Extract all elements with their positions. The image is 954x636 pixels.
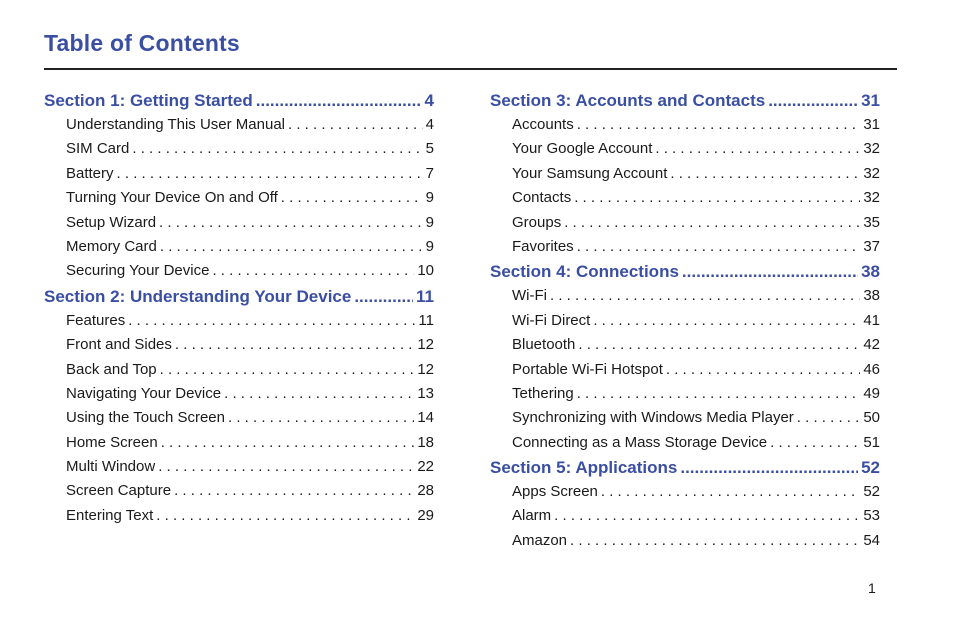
dot-leader (156, 504, 414, 528)
toc-entry-title: Front and Sides (66, 336, 172, 354)
toc-entry-link[interactable] (490, 284, 880, 308)
toc-entry-link[interactable] (490, 137, 880, 161)
toc-page-number: 32 (863, 189, 880, 207)
toc-entry-link[interactable] (44, 358, 434, 382)
toc-entry-title: Screen Capture (66, 482, 172, 500)
toc-page-number: 5 (425, 140, 434, 158)
toc-entry-link[interactable] (490, 406, 880, 430)
toc-entry-title: Understanding This User Manual (66, 116, 286, 133)
toc-entry-title: Favorites (512, 237, 574, 255)
toc-entry-link[interactable] (490, 235, 880, 259)
toc-entry-link[interactable] (490, 162, 880, 186)
toc-entry-link[interactable] (44, 382, 434, 406)
toc-entry-link[interactable] (44, 113, 434, 137)
toc-entry-link[interactable] (44, 309, 434, 333)
toc-page-number: 14 (417, 409, 434, 427)
toc-entry-title: Navigating Your Device (66, 384, 222, 402)
toc-page-number: 32 (863, 140, 880, 158)
toc-page-number: 12 (417, 336, 434, 354)
dot-leader (564, 211, 860, 235)
dot-leader (228, 406, 414, 430)
toc-page-number: 37 (863, 237, 880, 255)
dot-leader (212, 259, 414, 283)
toc-section-link[interactable] (490, 259, 880, 284)
toc-entry-title: Accounts (512, 116, 574, 133)
toc-entry-link[interactable] (490, 113, 880, 137)
toc-page-number: 12 (417, 360, 434, 378)
dot-leader (288, 113, 423, 137)
dot-leader (132, 137, 422, 161)
toc-entry-link[interactable] (44, 137, 434, 161)
dot-leader (175, 333, 414, 357)
dot-leader (554, 504, 860, 528)
toc-entry-title: Your Samsung Account (512, 164, 668, 182)
toc-page-number: 53 (863, 507, 880, 525)
toc-entry-link[interactable] (44, 455, 434, 479)
toc-entry-link[interactable] (44, 162, 434, 186)
dot-leader (577, 382, 861, 406)
dot-leader (281, 186, 423, 210)
toc-right-column (490, 88, 880, 553)
toc-page-number: 31 (861, 91, 880, 110)
toc-section-title: Section 5: Applications (490, 458, 678, 478)
dot-leader (770, 431, 860, 455)
toc-page-number: 11 (416, 286, 434, 306)
toc-entry-link[interactable] (490, 358, 880, 382)
toc-entry-title: Multi Window (66, 458, 156, 476)
toc-entry-link[interactable] (44, 186, 434, 210)
toc-entry-title: Using the Touch Screen (66, 409, 225, 427)
dot-leader (574, 186, 860, 210)
toc-page-number: 11 (418, 311, 434, 329)
toc-section-link[interactable] (490, 455, 880, 480)
toc-entry-link[interactable] (490, 211, 880, 235)
toc-page-number: 4 (425, 116, 434, 133)
dot-leader (682, 259, 858, 284)
toc-entry-title: Wi-Fi Direct (512, 311, 591, 329)
toc-page-number: 13 (417, 384, 434, 402)
dot-leader (797, 406, 861, 430)
toc-page-number: 9 (425, 237, 434, 255)
toc-page-number: 35 (863, 213, 880, 231)
toc-entry-title: Contacts (512, 189, 572, 207)
toc-page-number: 28 (417, 482, 434, 500)
toc-entry-title: Features (66, 311, 126, 329)
toc-page-number: 31 (863, 116, 880, 133)
toc-entry-link[interactable] (490, 382, 880, 406)
toc-entry-link[interactable] (44, 406, 434, 430)
dot-leader (768, 88, 858, 113)
dot-leader (670, 162, 860, 186)
toc-entry-title: Apps Screen (512, 483, 598, 501)
toc-entry-link[interactable] (490, 431, 880, 455)
toc-page-number: 4 (424, 91, 434, 110)
dot-leader (680, 455, 858, 480)
toc-entry-link[interactable] (44, 333, 434, 357)
dot-leader (655, 137, 860, 161)
toc-left-column (44, 88, 434, 528)
page-number: 1 (868, 580, 876, 596)
toc-entry-link[interactable] (44, 479, 434, 503)
dot-leader (550, 284, 860, 308)
dot-leader (158, 455, 414, 479)
toc-section-title: Section 2: Understanding Your Device (44, 286, 352, 306)
toc-entry-link[interactable] (44, 211, 434, 235)
toc-entry-title: Home Screen (66, 433, 158, 451)
toc-section-title: Section 4: Connections (490, 262, 679, 282)
toc-section-link[interactable] (490, 88, 880, 113)
dot-leader (224, 382, 414, 406)
toc-entry-title: Tethering (512, 384, 574, 402)
dot-leader (256, 88, 422, 113)
dot-leader (593, 309, 860, 333)
toc-page-number: 50 (863, 409, 880, 427)
toc-entry-link[interactable] (490, 480, 880, 504)
toc-entry-link[interactable] (44, 259, 434, 283)
toc-page-number: 38 (863, 287, 880, 305)
toc-entry-title: Synchronizing with Windows Media Player (512, 409, 794, 427)
dot-leader (160, 358, 415, 382)
toc-entry-link[interactable] (490, 309, 880, 333)
toc-page-number: 10 (417, 262, 434, 280)
dot-leader (666, 358, 860, 382)
toc-entry-link[interactable] (490, 504, 880, 528)
toc-entry-link[interactable] (490, 333, 880, 357)
toc-entry-title: Memory Card (66, 237, 157, 255)
toc-entry-title: Battery (66, 164, 114, 182)
toc-section-title: Section 1: Getting Started (44, 91, 253, 110)
toc-entry-title: Amazon (512, 531, 568, 549)
toc-entry-link[interactable] (44, 504, 434, 528)
toc-page-number: 9 (425, 213, 434, 231)
toc-entry-link[interactable] (490, 529, 880, 553)
title-divider (44, 68, 897, 70)
dot-leader (161, 431, 415, 455)
toc-page-number: 7 (425, 164, 434, 182)
dot-leader (117, 162, 423, 186)
toc-entry-title: Connecting as a Mass Storage Device (512, 433, 768, 451)
toc-page-number: 41 (863, 311, 880, 329)
toc-entry-title: Groups (512, 213, 562, 231)
toc-page-number: 51 (863, 433, 880, 451)
toc-page-number: 29 (417, 506, 434, 524)
toc-page-number: 42 (863, 336, 880, 354)
dot-leader (128, 309, 415, 333)
dot-leader (160, 235, 423, 259)
page-title: Table of Contents (44, 30, 240, 56)
toc-section-link[interactable] (44, 284, 434, 309)
toc-entry-title: Turning Your Device On and Off (66, 189, 278, 207)
toc-entry-title: Entering Text (66, 506, 154, 524)
toc-entry-title: Securing Your Device (66, 262, 210, 280)
toc-page-number: 22 (417, 458, 434, 476)
toc-page-number: 38 (861, 262, 880, 282)
toc-entry-title: Back and Top (66, 360, 157, 378)
toc-page-number: 52 (863, 483, 880, 501)
toc-entry-title: SIM Card (66, 140, 130, 158)
toc-entry-link[interactable] (44, 235, 434, 259)
toc-entry-title: Your Google Account (512, 140, 653, 158)
dot-leader (601, 480, 860, 504)
dot-leader (354, 284, 413, 309)
toc-page-number: 54 (863, 531, 880, 549)
toc-entry-title: Bluetooth (512, 336, 576, 354)
dot-leader (578, 333, 860, 357)
toc-entry-title: Wi-Fi (512, 287, 547, 305)
dot-leader (159, 211, 423, 235)
toc-entry-link[interactable] (490, 186, 880, 210)
toc-page-number: 46 (863, 360, 880, 378)
toc-page-number: 9 (425, 189, 434, 207)
toc-page-number: 52 (861, 458, 880, 478)
toc-page-number: 18 (417, 433, 434, 451)
dot-leader (570, 529, 860, 553)
dot-leader (577, 113, 861, 137)
toc-entry-link[interactable] (44, 431, 434, 455)
toc-section-link[interactable] (44, 88, 434, 113)
toc-page-number: 32 (863, 164, 880, 182)
toc-section-title: Section 3: Accounts and Contacts (490, 91, 766, 110)
toc-page-number: 49 (863, 384, 880, 402)
toc-entry-title: Setup Wizard (66, 213, 157, 231)
toc-entry-title: Alarm (512, 507, 552, 525)
dot-leader (174, 479, 414, 503)
toc-entry-title: Portable Wi-Fi Hotspot (512, 360, 663, 378)
dot-leader (577, 235, 861, 259)
